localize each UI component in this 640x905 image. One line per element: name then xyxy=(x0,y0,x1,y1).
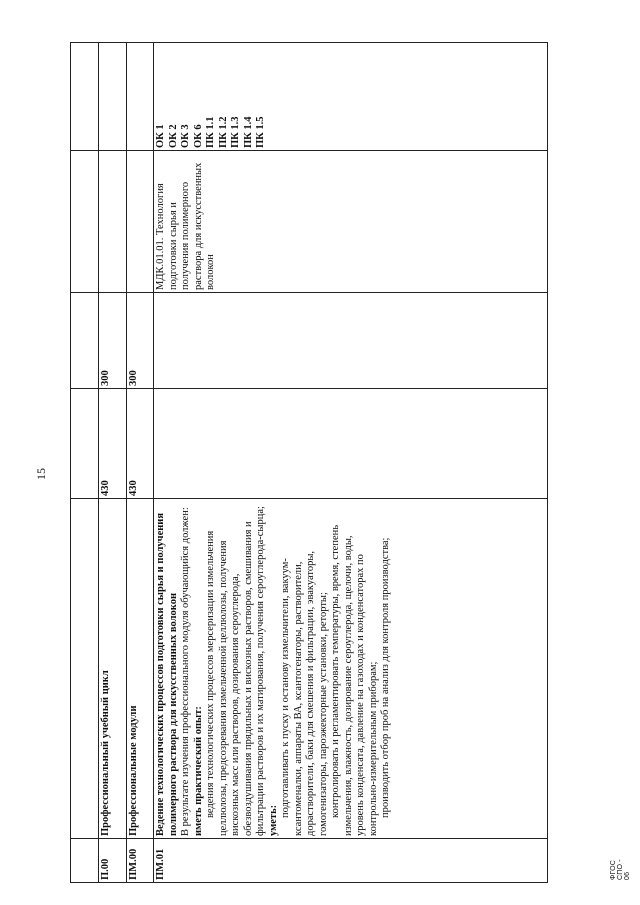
competency-code: ПК 1.1 xyxy=(205,116,217,148)
total-hours-cell: 430 xyxy=(126,389,154,499)
cell xyxy=(71,293,99,389)
cell xyxy=(71,151,99,293)
cell xyxy=(71,389,99,499)
name-cell: Профессиональный учебный цикл xyxy=(98,499,126,839)
skills-item-2: контролировать и регламентировать температуры, время, степень измельчения, влажность, дозирование сероуглерода, щелочи, воды, уровень конденсата, давление на газоходах и конденсаторах по контрольно-измерительным приборам; xyxy=(330,524,379,836)
competency-cell xyxy=(98,43,126,151)
cell xyxy=(71,499,99,839)
competency-code: ОК 6 xyxy=(192,124,204,148)
table-row-blank-top xyxy=(71,43,99,883)
module-title: Ведение технологических процессов подготовки сырья и получения полимерного раствора для искусственных волокон xyxy=(155,512,179,836)
curriculum-table-rotated xyxy=(70,43,548,883)
hours-cell: 300 xyxy=(126,293,154,389)
competency-cell xyxy=(126,43,154,151)
hours-cell: 300 xyxy=(98,293,126,389)
hours-cell xyxy=(154,293,548,389)
module-description-cell xyxy=(154,499,548,839)
code-cell: ПМ.00 xyxy=(126,839,154,883)
total-hours-cell xyxy=(154,389,548,499)
experience-heading: иметь практический опыт: xyxy=(192,706,204,836)
page-number: 15 xyxy=(34,468,48,480)
skills-item-3: производить отбор проб на анализ для контроля производства; xyxy=(380,537,392,818)
discipline-cell xyxy=(126,151,154,293)
curriculum-table xyxy=(70,42,548,883)
code-cell: ПМ.01 xyxy=(154,839,548,883)
competency-code: ПК 1.3 xyxy=(230,116,242,148)
module-intro: В результате изучения профессионального модуля обучающийся должен: xyxy=(180,507,192,836)
discipline-cell: МДК.01.01. Технология подготовки сырья и получения полимерного раствора для искусственных волокон xyxy=(154,151,548,293)
competency-code: ПК 1.2 xyxy=(217,116,229,148)
discipline-cell xyxy=(98,151,126,293)
cell xyxy=(71,43,99,151)
cell xyxy=(71,839,99,883)
competency-code: ПК 1.5 xyxy=(255,116,267,148)
competency-cell xyxy=(154,43,548,151)
table-row-pm00 xyxy=(126,43,154,883)
competency-code: ОК 2 xyxy=(167,124,179,148)
skills-heading: уметь: xyxy=(267,804,279,836)
experience-text: ведения технологических процессов мерсеризации измельчения целлюлозы, предсозревания измельченной целлюлозы, получения вискозных масс или растворов, дозирования сероуглерода, обезвоздушивания прядильных и вискозных растворов, смешивания и фильтрации растворов и их матирования, получения сероуглерода-сырца; xyxy=(205,506,267,836)
name-cell: Профессиональные модули xyxy=(126,499,154,839)
total-hours-cell: 430 xyxy=(98,389,126,499)
competency-code: ОК 1 xyxy=(155,124,167,148)
code-cell: П.00 xyxy=(98,839,126,883)
competency-code: ПК 1.4 xyxy=(242,116,254,148)
table-row-pm01 xyxy=(154,43,548,883)
table-row-p00 xyxy=(98,43,126,883)
competency-code: ОК 3 xyxy=(180,124,192,148)
footer-label: ФГОС СПО - 06 xyxy=(610,859,631,880)
skills-item-1: подготавливать к пуску и останову измельчители, вакуум-ксантоменалки, аппараты ВА, ксантогенаторы, растворители, дорастворители, баки для смешения и фильтрации, эвакуаторы, гомогенизаторы, пароэжекторные установки, реторты; xyxy=(280,550,329,836)
